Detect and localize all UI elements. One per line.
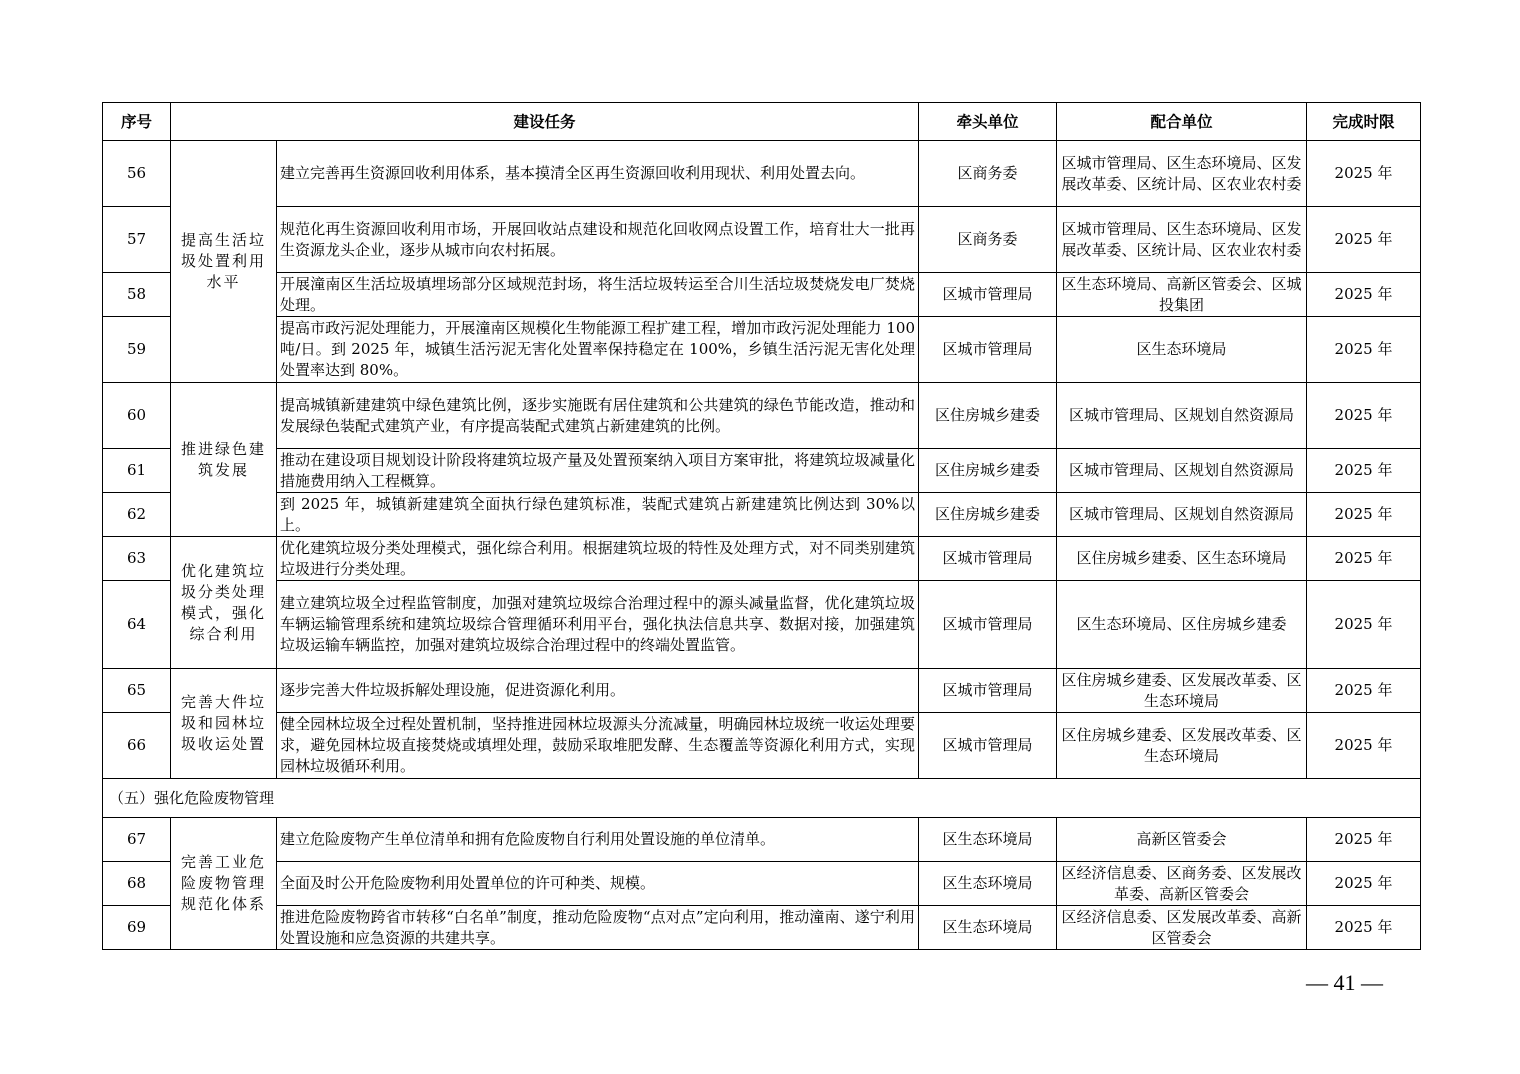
task-text: 建立建筑垃圾全过程监管制度，加强对建筑垃圾综合治理过程中的源头减量监督，优化建筑垃圾车辆运输管理系统和建筑垃圾综合管理循环利用平台，强化执法信息共享、数据对接，加强建筑垃圾运输车辆监控，加强对建筑垃圾综合治理过程中的终端处置监管。 — [277, 581, 919, 669]
deadline: 2025 年 — [1307, 141, 1421, 207]
header-lead: 牵头单位 — [919, 103, 1057, 141]
lead-unit: 区城市管理局 — [919, 669, 1057, 713]
table-row — [103, 273, 1421, 317]
task-text: 规范化再生资源回收利用市场，开展回收站点建设和规范化回收网点设置工作，培育壮大一批再生资源龙头企业，逐步从城市向农村拓展。 — [277, 207, 919, 273]
task-text: 建立危险废物产生单位清单和拥有危险废物自行利用处置设施的单位清单。 — [277, 818, 919, 862]
row-number: 56 — [103, 141, 171, 207]
partner-units: 区城市管理局、区规划自然资源局 — [1057, 449, 1307, 493]
task-text: 全面及时公开危险废物利用处置单位的许可种类、规模。 — [277, 862, 919, 906]
lead-unit: 区住房城乡建委 — [919, 449, 1057, 493]
partner-units: 区城市管理局、区规划自然资源局 — [1057, 493, 1307, 537]
partner-units: 区住房城乡建委、区生态环境局 — [1057, 537, 1307, 581]
deadline: 2025 年 — [1307, 818, 1421, 862]
category-cell: 优化建筑垃圾分类处理模式，强化综合利用 — [171, 537, 277, 669]
task-text: 逐步完善大件垃圾拆解处理设施，促进资源化利用。 — [277, 669, 919, 713]
table-row — [103, 862, 1421, 906]
partner-units: 区住房城乡建委、区发展改革委、区生态环境局 — [1057, 713, 1307, 779]
task-text: 推进危险废物跨省市转移“白名单”制度，推动危险废物“点对点”定向利用，推动潼南、遂宁利用处置设施和应急资源的共建共享。 — [277, 906, 919, 950]
row-number: 59 — [103, 317, 171, 383]
row-number: 62 — [103, 493, 171, 537]
partner-units: 区住房城乡建委、区发展改革委、区生态环境局 — [1057, 669, 1307, 713]
task-text: 健全园林垃圾全过程处置机制，坚持推进园林垃圾源头分流减量，明确园林垃圾统一收运处理要求，避免园林垃圾直接焚烧或填埋处理，鼓励采取堆肥发酵、生态覆盖等资源化利用方式，实现园林垃圾循环利用。 — [277, 713, 919, 779]
task-text: 建立完善再生资源回收利用体系，基本摸清全区再生资源回收利用现状、利用处置去向。 — [277, 141, 919, 207]
lead-unit: 区城市管理局 — [919, 713, 1057, 779]
row-number: 65 — [103, 669, 171, 713]
lead-unit: 区城市管理局 — [919, 317, 1057, 383]
lead-unit: 区生态环境局 — [919, 818, 1057, 862]
task-text: 提高市政污泥处理能力，开展潼南区规模化生物能源工程扩建工程，增加市政污泥处理能力 100 吨/日。到 2025 年，城镇生活污泥无害化处置率保持稳定在 100%，乡镇生活污泥无害化处理处置率达到 80%。 — [277, 317, 919, 383]
table-row — [103, 581, 1421, 669]
table-row — [103, 449, 1421, 493]
category-cell: 完善大件垃圾和园林垃圾收运处置 — [171, 669, 277, 779]
row-number: 68 — [103, 862, 171, 906]
table-row — [103, 537, 1421, 581]
task-text: 提高城镇新建建筑中绿色建筑比例，逐步实施既有居住建筑和公共建筑的绿色节能改造，推动和发展绿色装配式建筑产业，有序提高装配式建筑占新建建筑的比例。 — [277, 383, 919, 449]
header-seq: 序号 — [103, 103, 171, 141]
deadline: 2025 年 — [1307, 449, 1421, 493]
partner-units: 区生态环境局、区住房城乡建委 — [1057, 581, 1307, 669]
category-cell: 完善工业危险废物管理规范化体系 — [171, 818, 277, 950]
deadline: 2025 年 — [1307, 669, 1421, 713]
deadline: 2025 年 — [1307, 862, 1421, 906]
task-table — [102, 102, 1421, 950]
lead-unit: 区城市管理局 — [919, 273, 1057, 317]
lead-unit: 区商务委 — [919, 207, 1057, 273]
row-number: 67 — [103, 818, 171, 862]
partner-units: 区城市管理局、区生态环境局、区发展改革委、区统计局、区农业农村委 — [1057, 141, 1307, 207]
deadline: 2025 年 — [1307, 581, 1421, 669]
row-number: 61 — [103, 449, 171, 493]
task-text: 到 2025 年，城镇新建建筑全面执行绿色建筑标准，装配式建筑占新建建筑比例达到 30%以上。 — [277, 493, 919, 537]
lead-unit: 区住房城乡建委 — [919, 493, 1057, 537]
task-text: 推动在建设项目规划设计阶段将建筑垃圾产量及处置预案纳入项目方案审批，将建筑垃圾减量化措施费用纳入工程概算。 — [277, 449, 919, 493]
row-number: 58 — [103, 273, 171, 317]
header-task: 建设任务 — [171, 103, 919, 141]
deadline: 2025 年 — [1307, 273, 1421, 317]
header-deadline: 完成时限 — [1307, 103, 1421, 141]
page-number: — 41 — — [1306, 970, 1383, 995]
deadline: 2025 年 — [1307, 317, 1421, 383]
partner-units: 高新区管委会 — [1057, 818, 1307, 862]
table-row — [103, 713, 1421, 779]
section-row — [103, 779, 1421, 818]
lead-unit: 区城市管理局 — [919, 581, 1057, 669]
deadline: 2025 年 — [1307, 207, 1421, 273]
table-row — [103, 317, 1421, 383]
deadline: 2025 年 — [1307, 383, 1421, 449]
row-number: 64 — [103, 581, 171, 669]
section-title: （五）强化危险废物管理 — [103, 779, 1421, 818]
lead-unit: 区生态环境局 — [919, 906, 1057, 950]
table-row — [103, 383, 1421, 449]
task-text: 开展潼南区生活垃圾填埋场部分区域规范封场，将生活垃圾转运至合川生活垃圾焚烧发电厂焚烧处理。 — [277, 273, 919, 317]
partner-units: 区城市管理局、区规划自然资源局 — [1057, 383, 1307, 449]
category-cell: 推进绿色建筑发展 — [171, 383, 277, 537]
table-row — [103, 207, 1421, 273]
lead-unit: 区城市管理局 — [919, 537, 1057, 581]
table-row — [103, 669, 1421, 713]
deadline: 2025 年 — [1307, 713, 1421, 779]
partner-units: 区经济信息委、区商务委、区发展改革委、高新区管委会 — [1057, 862, 1307, 906]
partner-units: 区生态环境局 — [1057, 317, 1307, 383]
deadline: 2025 年 — [1307, 906, 1421, 950]
table-header-row — [103, 103, 1421, 141]
table-row — [103, 141, 1421, 207]
row-number: 60 — [103, 383, 171, 449]
partner-units: 区城市管理局、区生态环境局、区发展改革委、区统计局、区农业农村委 — [1057, 207, 1307, 273]
lead-unit: 区住房城乡建委 — [919, 383, 1057, 449]
row-number: 66 — [103, 713, 171, 779]
table-row — [103, 906, 1421, 950]
deadline: 2025 年 — [1307, 537, 1421, 581]
table-row — [103, 493, 1421, 537]
row-number: 69 — [103, 906, 171, 950]
header-partner: 配合单位 — [1057, 103, 1307, 141]
task-text: 优化建筑垃圾分类处理模式，强化综合利用。根据建筑垃圾的特性及处理方式，对不同类别建筑垃圾进行分类处理。 — [277, 537, 919, 581]
lead-unit: 区商务委 — [919, 141, 1057, 207]
partner-units: 区生态环境局、高新区管委会、区城投集团 — [1057, 273, 1307, 317]
row-number: 57 — [103, 207, 171, 273]
deadline: 2025 年 — [1307, 493, 1421, 537]
row-number: 63 — [103, 537, 171, 581]
category-cell: 提高生活垃圾处置利用水平 — [171, 141, 277, 383]
partner-units: 区经济信息委、区发展改革委、高新区管委会 — [1057, 906, 1307, 950]
lead-unit: 区生态环境局 — [919, 862, 1057, 906]
table-row — [103, 818, 1421, 862]
